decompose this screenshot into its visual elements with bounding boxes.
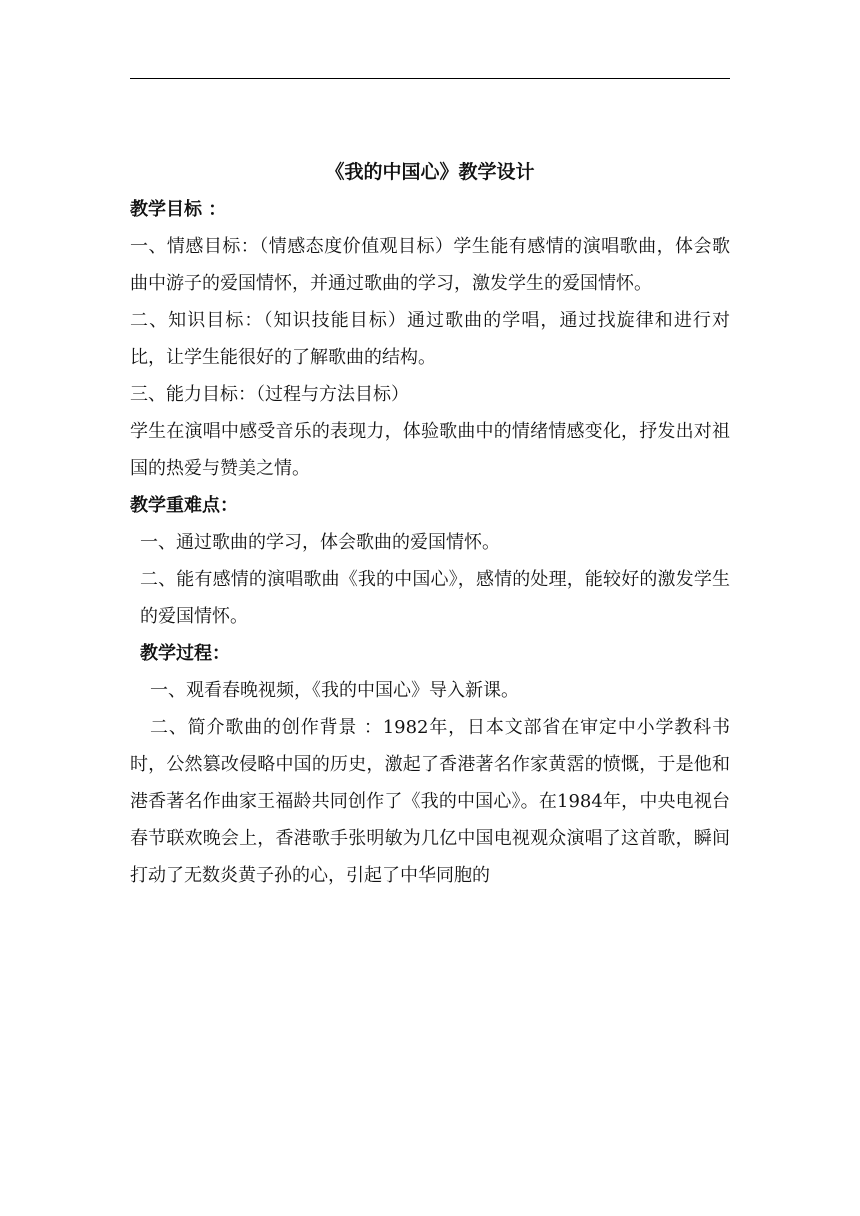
key-point-1: 一、通过歌曲的学习，体会歌曲的爱国情怀。: [140, 532, 500, 553]
objective-knowledge: 二、知识目标：（知识技能目标）通过歌曲的学唱，通过找旋律和进行对比，让学生能很好的了解歌曲的结构。: [130, 310, 730, 368]
objectives-heading: 教学目标 ：: [130, 199, 227, 220]
key-point-2: 二、能有感情的演唱歌曲《我的中国心》，感情的处理，能较好的激发学生的爱国情怀。: [140, 569, 730, 627]
process-step-1: 一、观看春晚视频，《我的中国心》导入新课。: [150, 680, 519, 701]
process-step-2: 二、简介歌曲的创作背景 ：1982年，日本文部省在审定中小学教科书时，公然篡改侵略中国的历史，激起了香港著名作家黄霑的愤慨，于是他和港香著名作曲家王福龄共同创作了《我的中国心》。在1984年，中央电视台春节联欢晚会上，香港歌手张明敏为几亿中国电视观众演唱了这首歌，瞬间打动了无数炎黄子孙的心，引起了中华同胞的: [130, 717, 730, 886]
document-body: [130, 154, 730, 894]
objective-ability-label: 三、能力目标：（过程与方法目标）: [130, 384, 409, 405]
process-heading: 教学过程：: [140, 643, 230, 664]
objective-emotion: 一、情感目标：（情感态度价值观目标）学生能有感情的演唱歌曲，体会歌曲中游子的爱国情怀，并通过歌曲的学习，激发学生的爱国情怀。: [130, 236, 730, 294]
header-rule: [130, 78, 730, 79]
document-title: 《我的中国心》教学设计: [325, 161, 535, 183]
objective-ability-text: 学生在演唱中感受音乐的表现力，体验歌曲中的情绪情感变化，抒发出对祖国的热爱与赞美之情。: [130, 421, 730, 479]
key-points-heading: 教学重难点：: [130, 495, 238, 516]
